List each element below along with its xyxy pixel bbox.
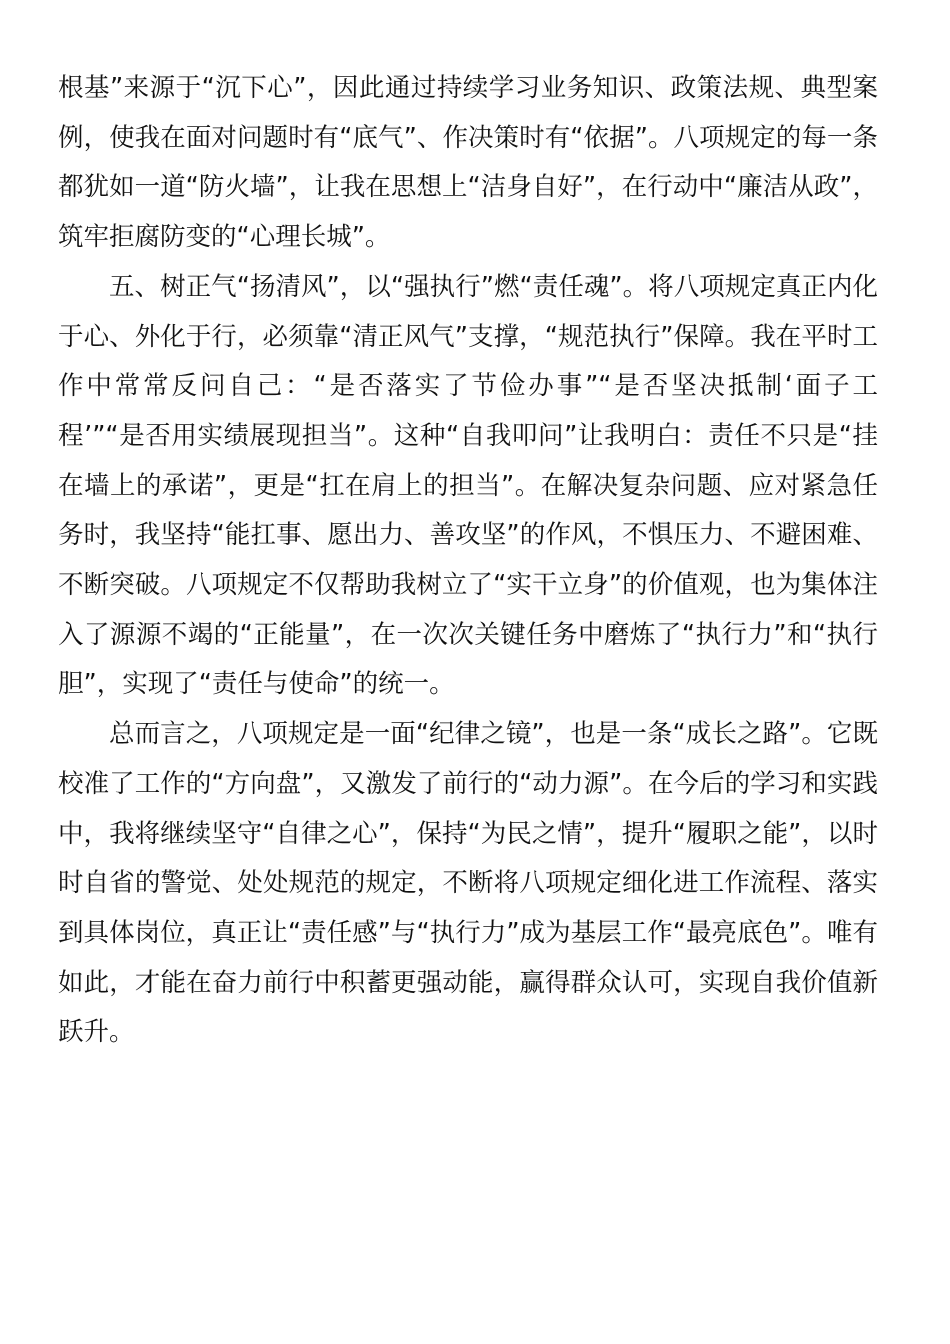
paragraph-continuation: 根基”来源于“沉下心”，因此通过持续学习业务知识、政策法规、典型案例，使我在面对问题时有“底气”、作决策时有“依据”。八项规定的每一条都犹如一道“防火墙”，让我在思想上“洁身自好”，在行动中“廉洁从政”，筑牢拒腐防变的“心理长城”。 xyxy=(58,73,878,253)
document-body xyxy=(58,64,878,1058)
paragraph-section-five: 五、树正气“扬清风”，以“强执行”燃“责任魂”。将八项规定真正内化于心、外化于行，必须靠“清正风气”支撑，“规范执行”保障。我在平时工作中常常反问自己：“是否落实了节俭办事”“是否坚决抵制‘面子工程’”“是否用实绩展现担当”。这种“自我叩问”让我明白：责任不只是“挂在墙上的承诺”，更是“扛在肩上的担当”。在解决复杂问题、应对紧急任务时，我坚持“能扛事、愿出力、善攻坚”的作风，不惧压力、不避困难、不断突破。八项规定不仅帮助我树立了“实干立身”的价值观，也为集体注入了源源不竭的“正能量”，在一次次关键任务中磨炼了“执行力”和“执行胆”，实现了“责任与使命”的统一。 xyxy=(58,271,878,700)
paragraph-conclusion: 总而言之，八项规定是一面“纪律之镜”，也是一条“成长之路”。它既校准了工作的“方向盘”，又激发了前行的“动力源”。在今后的学习和实践中，我将继续坚守“自律之心”，保持“为民之情”，提升“履职之能”，以时时自省的警觉、处处规范的规定，不断将八项规定细化进工作流程、落实到具体岗位，真正让“责任感”与“执行力”成为基层工作“最亮底色”。唯有如此，才能在奋力前行中积蓄更强动能，赢得群众认可，实现自我价值新跃升。 xyxy=(58,719,878,1048)
